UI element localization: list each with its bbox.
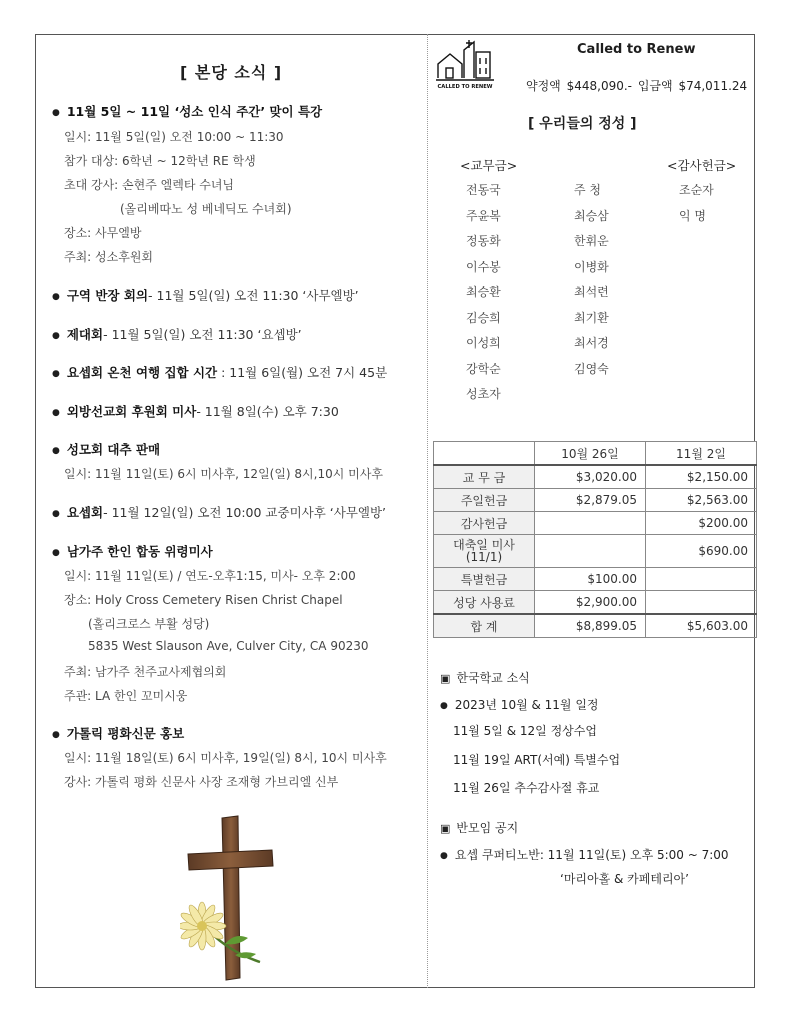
- pledge-amount: $448,090.-: [566, 79, 633, 93]
- donor-name: 익 명: [679, 208, 706, 223]
- news-item-detail-line: 초대 강사: 손현주 엘렉타 수녀님: [64, 178, 234, 192]
- news-item-detail-line: 참가 대상: 6학년 ~ 12학년 RE 학생: [64, 154, 256, 168]
- finance-row-label: 교 무 금: [434, 465, 535, 489]
- news-item-detail-line: 강사: 가톨릭 평화 신문사 사장 조재형 가브리엘 신부: [64, 775, 339, 789]
- thanks-offering-header: <감사헌금>: [667, 158, 737, 173]
- finance-row: [434, 568, 757, 591]
- finance-cell: $2,563.00: [646, 489, 757, 512]
- finance-row-label: 주일헌금: [434, 489, 535, 512]
- news-item: [52, 363, 387, 381]
- finance-cell: $100.00: [535, 568, 646, 591]
- paid-label: 입금액: [637, 79, 673, 93]
- news-item: [52, 325, 302, 343]
- finance-row: [434, 512, 757, 535]
- donor-name: 이병화: [574, 259, 609, 274]
- news-item-detail-line: 장소: Holy Cross Cemetery Risen Christ Chapel: [64, 593, 343, 607]
- campaign-title: Called to Renew: [577, 42, 696, 57]
- news-item: [52, 542, 213, 560]
- finance-cell: $8,899.05: [535, 614, 646, 638]
- group-meeting-title: ▣ 반모임 공지: [440, 819, 518, 836]
- finance-row: [434, 591, 757, 615]
- news-item-heading: 외방선교회 후원회 미사: [66, 404, 197, 419]
- news-item-heading: 구역 반장 회의: [66, 288, 149, 303]
- called-to-renew-logo: [434, 38, 496, 90]
- donor-name: 성초자: [466, 387, 501, 401]
- group-meeting-line: ● 요셉 쿠퍼티노반: 11월 11일(토) 오후 5:00 ~ 7:00: [440, 846, 729, 863]
- donor-name: 주윤복: [466, 208, 501, 223]
- news-item: [52, 440, 160, 458]
- finance-cell: $3,020.00: [535, 465, 646, 489]
- finance-row-label: 감사헌금: [434, 512, 535, 535]
- korean-school-title: ▣ 한국학교 소식: [440, 669, 530, 686]
- finance-row: [434, 465, 757, 489]
- donor-name: 강학순: [466, 361, 501, 376]
- news-item-detail-inline: - 11월 5일(일) 오전 11:30 ‘사무엘방’: [148, 288, 359, 303]
- donor-name: 김승희: [466, 310, 501, 325]
- news-item-detail-line: 주최: 남가주 천주교사제협의회: [64, 665, 227, 679]
- news-item: [52, 503, 386, 521]
- finance-cell: $690.00: [646, 535, 757, 568]
- news-item: [52, 724, 184, 742]
- school-schedule-item: 11월 26일 추수감사절 휴교: [453, 781, 600, 795]
- offerings-title: [ 우리들의 정성 ]: [528, 116, 637, 132]
- news-item-heading: 가톨릭 평화신문 홍보: [66, 726, 185, 741]
- korean-school-subtitle: ● 2023년 10월 & 11월 일정: [440, 696, 599, 713]
- news-item: [52, 286, 359, 304]
- paid-amount: $74,011.24: [678, 79, 748, 93]
- finance-cell: $2,900.00: [535, 591, 646, 615]
- news-item-detail-inline: - 11월 5일(일) 오전 11:30 ‘요셉방’: [103, 327, 302, 342]
- news-item-heading: 제대회: [66, 327, 104, 342]
- svg-text:CALLED TO RENEW: CALLED TO RENEW: [437, 84, 493, 90]
- finance-row-label: 성당 사용료: [434, 591, 535, 615]
- news-item-heading: 요셉회 온천 여행 집합 시간: [66, 365, 218, 380]
- finance-cell: $2,150.00: [646, 465, 757, 489]
- donor-name: 이수봉: [466, 259, 501, 274]
- news-item-heading: 성모회 대추 판매: [66, 442, 161, 457]
- news-item-detail-line: 일시: 11월 11일(토) / 연도-오후1:15, 미사- 오후 2:00: [64, 569, 356, 583]
- pledge-label: 약정액: [526, 79, 561, 93]
- donor-name: 최석련: [574, 285, 609, 299]
- column-divider: [427, 34, 428, 988]
- header-nov2: 11월 2일: [646, 442, 757, 466]
- news-item-detail-line: (올리베따노 성 베네딕도 수녀회): [120, 202, 292, 216]
- cross-with-flower-illustration: [180, 812, 280, 984]
- news-item-heading: 요셉회: [66, 505, 104, 520]
- building-fund-header: <교무금>: [460, 158, 518, 173]
- news-item-detail-line: (홀리크로스 부활 성당): [88, 617, 210, 631]
- finance-table-header: [434, 442, 757, 466]
- donor-name: 최승삼: [574, 208, 609, 223]
- news-item-detail-inline: - 11월 12일(일) 오전 10:00 교중미사후 ‘사무엘방’: [103, 505, 387, 520]
- school-schedule-item: 11월 5일 & 12일 정상수업: [453, 724, 597, 738]
- parish-news-title: [ 본당 소식 ]: [180, 63, 283, 82]
- news-item-detail-line: 일시: 11월 11일(토) 6시 미사후, 12일(일) 8시,10시 미사후: [64, 467, 383, 481]
- news-item-detail-line: 장소: 사무엘방: [64, 226, 142, 240]
- news-item-detail-inline: - 11월 8일(수) 오후 7:30: [196, 404, 339, 419]
- finance-cell: $200.00: [646, 512, 757, 535]
- school-schedule-item: 11월 19일 ART(서예) 특별수업: [453, 752, 621, 767]
- header-blank: [434, 442, 535, 466]
- finance-table: [433, 441, 757, 638]
- donor-name: 주 청: [574, 183, 601, 197]
- donor-name: 정동화: [466, 234, 501, 248]
- donor-name: 전동국: [466, 183, 501, 197]
- news-item: [52, 102, 322, 120]
- donor-name: 한휘운: [574, 234, 609, 248]
- news-item-detail-line: 5835 West Slauson Ave, Culver City, CA 90230: [88, 639, 369, 653]
- donor-name: 조순자: [679, 183, 714, 197]
- finance-row: [434, 614, 757, 638]
- finance-row: [434, 489, 757, 512]
- news-item-detail-line: 주관: LA 한인 꼬미시웅: [64, 689, 188, 703]
- donor-name: 최서경: [574, 336, 609, 350]
- donor-name: 최기환: [574, 310, 609, 325]
- finance-cell: [535, 535, 646, 568]
- finance-cell: $2,879.05: [535, 489, 646, 512]
- donor-name: 이성희: [466, 336, 501, 350]
- finance-row-label: 특별헌금: [434, 568, 535, 591]
- news-item: [52, 402, 339, 420]
- finance-cell: [646, 568, 757, 591]
- finance-row-label: 대축일 미사 (11/1): [434, 535, 535, 568]
- news-item-detail-line: 일시: 11월 5일(일) 오전 10:00 ~ 11:30: [64, 130, 284, 144]
- finance-cell: $5,603.00: [646, 614, 757, 638]
- pledge-summary: [526, 77, 747, 94]
- news-item-detail-inline: : 11월 6일(월) 오전 7시 45분: [217, 365, 388, 380]
- header-oct26: 10월 26일: [535, 442, 646, 466]
- donor-name: 김영숙: [574, 361, 609, 376]
- news-item-detail-line: 일시: 11월 18일(토) 6시 미사후, 19일(일) 8시, 10시 미사후: [64, 751, 387, 765]
- news-item-detail-line: 주최: 성소후원회: [64, 250, 154, 264]
- news-item-heading: 11월 5일 ~ 11일 ‘성소 인식 주간’ 맞이 특강: [66, 104, 323, 119]
- finance-row: [434, 535, 757, 568]
- news-item-heading: 남가주 한인 합동 위령미사: [66, 544, 213, 559]
- group-meeting-location: ‘마리아홀 & 카페테리아’: [560, 872, 689, 886]
- finance-row-label: 합 계: [434, 614, 535, 638]
- finance-cell: [646, 591, 757, 615]
- finance-cell: [535, 512, 646, 535]
- donor-name: 최승환: [466, 285, 501, 299]
